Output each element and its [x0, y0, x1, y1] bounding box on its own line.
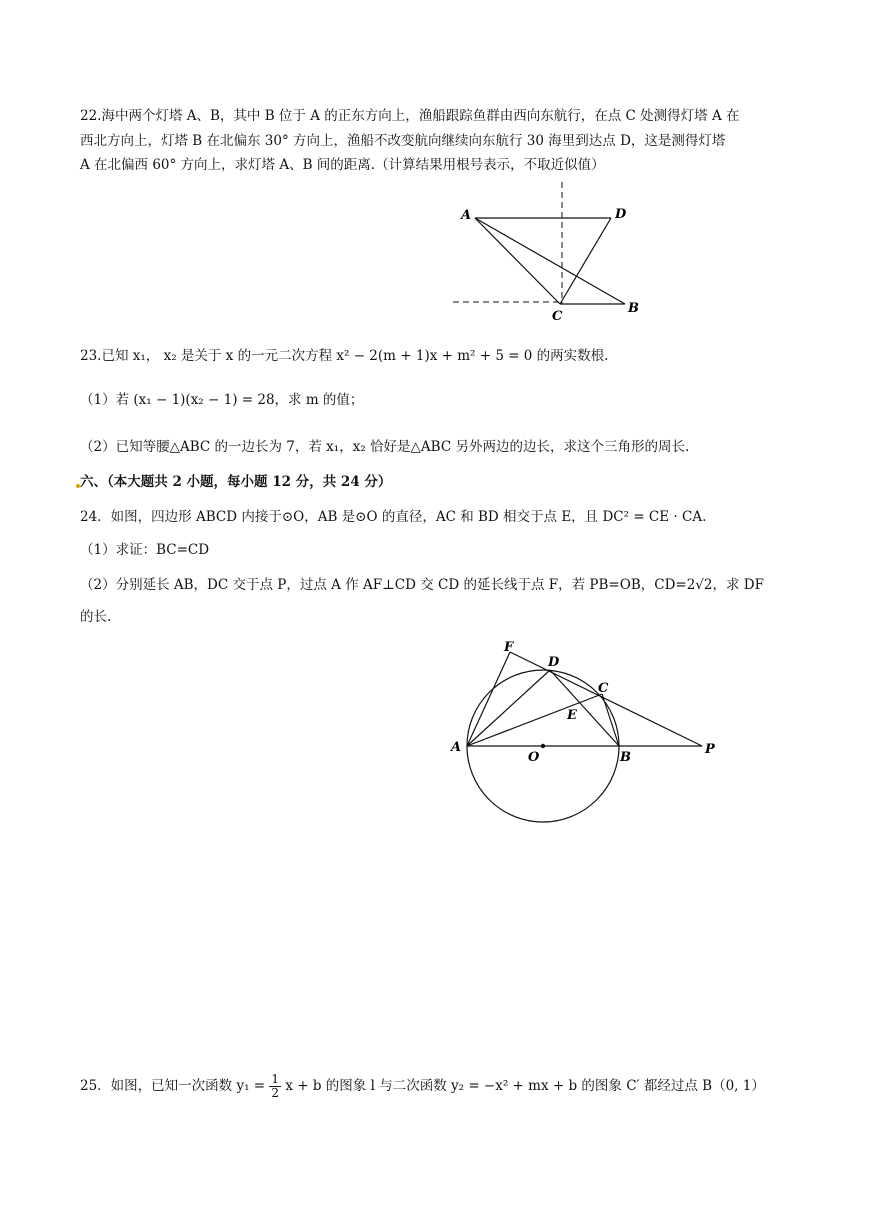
label-D: D — [548, 655, 560, 670]
q22-line-2: 西北方向上，灯塔 B 在北偏东 30° 方向上，渔船不改变航向继续向东航行 30 海里到达点 D，这是测得灯塔 — [80, 133, 726, 149]
section-6-title: 六、（本大题共 2 小题，每小题 12 分，共 24 分） — [80, 474, 392, 490]
q24-part-2a: （2）分别延长 AB，DC 交于点 P，过点 A 作 AF⊥CD 交 CD 的延长线于点 F，若 PB=OB，CD=2√2，求 DF — [80, 577, 764, 593]
segment-AC — [475, 218, 560, 304]
q25-stem — [80, 1073, 765, 1100]
label-B: B — [620, 750, 631, 765]
q25-frac-denominator: 2 — [271, 1086, 280, 1100]
label-O: O — [528, 750, 540, 765]
label-C: C — [598, 681, 609, 696]
q24-figure — [440, 632, 730, 832]
label-P: P — [705, 742, 715, 757]
label-E: E — [567, 708, 577, 723]
label-C: C — [552, 309, 563, 323]
label-B: B — [628, 301, 639, 316]
q24-stem: 24．如图，四边形 ABCD 内接于⊙O，AB 是⊙O 的直径，AC 和 BD 相交于点 E，且 DC² = CE · CA. — [80, 509, 707, 525]
segment-AD — [467, 670, 550, 746]
label-F: F — [504, 640, 514, 655]
q24-part-2b: 的长. — [80, 609, 112, 625]
q25-rest: x + b 的图象 l 与二次函数 y₂ = −x² + mx + b 的图象 C′ 都经过点 B（0, 1） — [285, 1078, 765, 1094]
q25-prefix: 25．如图，已知一次函数 y₁ = — [80, 1078, 266, 1094]
q25-fraction — [269, 1073, 281, 1100]
label-A: A — [451, 740, 462, 755]
q23-part-2: （2）已知等腰△ABC 的一边长为 7，若 x₁，x₂ 恰好是△ABC 另外两边的边长，求这个三角形的周长. — [80, 439, 690, 455]
center-dot — [541, 744, 545, 748]
q23-part-1: （1）若 (x₁ − 1)(x₂ − 1) = 28，求 m 的值； — [80, 392, 364, 408]
segment-AB — [475, 218, 625, 304]
q22-line-3: A 在北偏西 60° 方向上，求灯塔 A、B 间的距离.（计算结果用根号表示，不取近似值） — [80, 157, 605, 173]
q22-line-1: 22.海中两个灯塔 A、B，其中 B 位于 A 的正东方向上，渔船跟踪鱼群由西向东航行，在点 C 处测得灯塔 A 在 — [80, 108, 740, 124]
q22-figure — [445, 178, 655, 323]
q23-stem: 23.已知 x₁， x₂ 是关于 x 的一元二次方程 x² − 2(m + 1)x + m² + 5 = 0 的两实数根. — [80, 348, 609, 364]
q25-frac-numerator: 1 — [271, 1072, 280, 1086]
q24-part-1: （1）求证：BC=CD — [80, 542, 210, 558]
label-A: A — [461, 208, 472, 223]
label-D: D — [615, 207, 627, 222]
